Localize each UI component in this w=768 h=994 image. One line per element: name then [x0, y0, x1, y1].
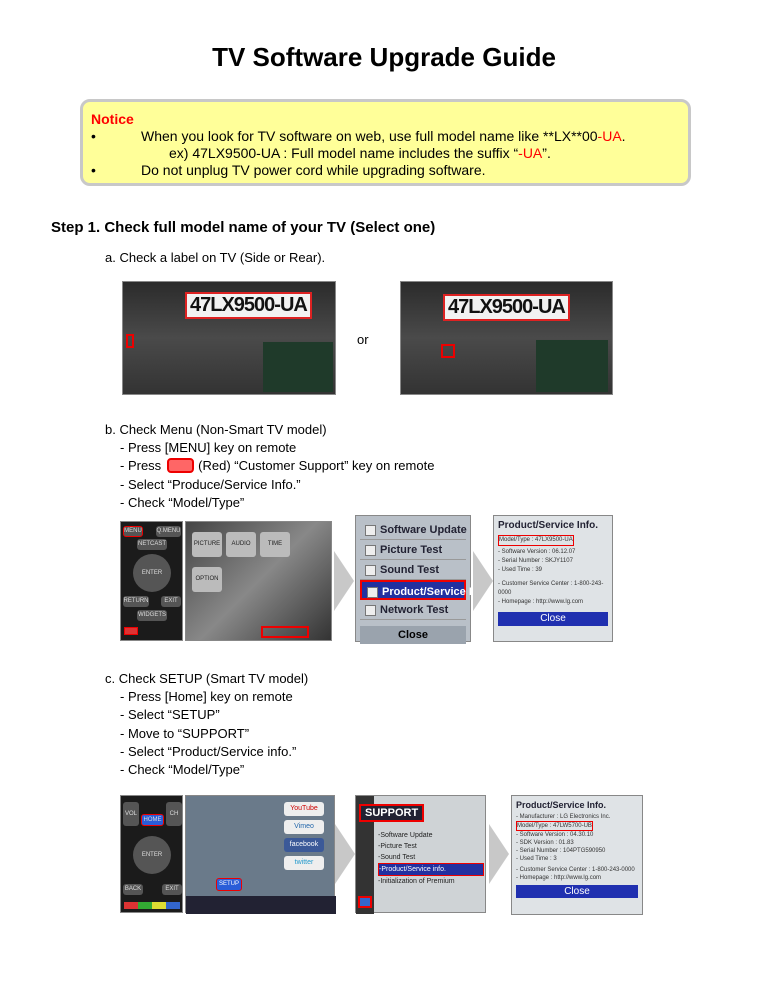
remote-key: NETCAST [137, 539, 167, 550]
remote-key: VOL [123, 802, 139, 826]
menu-item: Network Test [360, 600, 466, 620]
info-line: - Used Time : 39 [498, 567, 543, 573]
info-line: - Software Version : 06.12.07 [498, 549, 576, 555]
info-line: - Serial Number : SKJY1107 [498, 558, 573, 564]
info-line: - Manufacturer : LG Electronics Inc. [516, 814, 611, 820]
remote-key: RETURN [123, 596, 149, 607]
instruction: - Check “Model/Type” [120, 494, 245, 510]
step1-heading: Step 1. Check full model name of your TV (Select one) [51, 219, 436, 236]
red-key [124, 627, 138, 635]
support-icon [358, 896, 372, 908]
remote-photo [120, 521, 183, 641]
app-tile: facebook [284, 838, 324, 852]
notice-heading: Notice [91, 111, 134, 127]
support-item: -Software Update [378, 832, 433, 839]
notice-item [91, 128, 688, 145]
page-title: TV Software Upgrade Guide [212, 42, 556, 72]
model-type-highlight: Model/Type : 47LX9500-UA [498, 535, 574, 546]
notice-text: . [621, 128, 626, 144]
menu-item: Software Update [360, 520, 466, 540]
tv-label-photo-side [122, 281, 336, 395]
step-c-title: c. Check SETUP (Smart TV model) [105, 671, 309, 686]
info-line: - SDK Version : 01.83 [516, 840, 574, 846]
customer-support-highlight [261, 626, 309, 638]
support-item: -Sound Test [378, 854, 416, 861]
bullet: • [91, 162, 96, 178]
info-line: - Software Version : 04.30.10 [516, 832, 594, 838]
info-line: - Serial Number : 104PTG590950 [516, 848, 606, 854]
or-text: or [357, 332, 369, 347]
notice-text: ex) 47LX9500-UA : Full model name includes the suffix “ [169, 145, 519, 161]
support-title: SUPPORT [359, 804, 424, 822]
arrow-right-icon [473, 551, 493, 611]
home-key: HOME [141, 814, 164, 826]
support-item: -Initialization of Premium [378, 878, 455, 885]
instruction: - Move to “SUPPORT” [120, 725, 250, 741]
info-title: Product/Service Info. [516, 800, 607, 810]
instruction: - Select “Product/Service info.” [120, 743, 297, 759]
remote-key: CH [166, 802, 182, 826]
step-b-title: b. Check Menu (Non-Smart TV model) [105, 422, 327, 437]
label-highlight [126, 334, 134, 348]
tv-board [536, 340, 608, 392]
menu-item: Picture Test [360, 540, 466, 560]
remote-key: EXIT [161, 596, 181, 607]
tv-menu-photo [185, 521, 332, 641]
enter-key: ENTER [133, 554, 171, 592]
menu-key: MENU [123, 526, 143, 537]
instruction: - Press [MENU] key on remote [120, 440, 297, 455]
product-info-screen [493, 515, 613, 642]
model-label: 47LX9500-UA [443, 294, 570, 321]
notice-example [91, 145, 688, 162]
menu-tile: OPTION [192, 567, 222, 592]
support-menu-screen [355, 795, 486, 913]
menu-tile: PICTURE [192, 532, 222, 557]
info-line: - Customer Service Center : 1-800-243-0000 [498, 581, 604, 596]
notice-box [80, 99, 691, 186]
step-c-instructions [120, 688, 296, 779]
instruction [120, 457, 434, 475]
info-line: - Homepage : http://www.lg.com [516, 875, 602, 881]
close-button: Close [360, 626, 466, 644]
close-button: Close [516, 885, 638, 898]
remote-key: EXIT [162, 884, 182, 895]
menu-item: Sound Test [360, 560, 466, 580]
notice-text: Do not unplug TV power cord while upgrading software. [141, 162, 486, 178]
info-line: - Customer Service Center : 1-800-243-0000 [516, 867, 635, 873]
notice-item [91, 162, 688, 179]
setup-tile: SETUP [216, 878, 242, 891]
color-keys [124, 902, 180, 909]
notice-suffix: -UA [597, 128, 622, 144]
support-items [378, 830, 484, 887]
tv-board [263, 342, 333, 392]
model-label: 47LX9500-UA [185, 292, 312, 319]
product-info-screen [511, 795, 643, 915]
instruction: - Press [Home] key on remote [120, 689, 293, 704]
support-menu-screen [355, 515, 493, 642]
launcher-bar [186, 896, 336, 914]
step-a-title: a. Check a label on TV (Side or Rear). [105, 250, 326, 265]
enter-key: ENTER [133, 836, 171, 874]
app-tile: twitter [284, 856, 324, 870]
menu-tile: AUDIO [226, 532, 256, 557]
remote-key: Q.MENU [156, 526, 181, 537]
arrow-right-icon [335, 824, 355, 884]
info-title: Product/Service Info. [498, 520, 599, 531]
model-type-highlight: Model/Type : 47LW5700-UB [517, 823, 592, 829]
red-key-icon [167, 458, 194, 473]
menu-item-selected: Product/Service Info. [360, 580, 466, 600]
notice-text: When you look for TV software on web, use full model name like **LX**00 [141, 128, 598, 144]
notice-suffix: -UA [518, 145, 543, 161]
menu-tile: TIME [260, 532, 290, 557]
app-tile: Vimeo [284, 820, 324, 834]
instruction: - Check “Model/Type” [120, 762, 245, 778]
remote-key: WIDGETS [137, 610, 167, 621]
support-item: -Picture Test [378, 843, 417, 850]
smart-home-photo [185, 795, 335, 913]
arrow-right-icon [334, 551, 354, 611]
instruction-text: - Press [120, 458, 162, 474]
instruction-text: (Red) “Customer Support” key on remote [198, 458, 435, 474]
step-b-instructions [120, 439, 434, 512]
support-item-selected: -Product/Service info. [378, 863, 484, 876]
arrow-right-icon [489, 824, 509, 884]
instruction: - Select “Produce/Service Info.” [120, 476, 301, 492]
remote-key: BACK [123, 884, 143, 895]
notice-text: ”. [542, 145, 551, 161]
info-line: - Homepage : http://www.lg.com [498, 599, 584, 605]
label-highlight [441, 344, 455, 358]
bullet: • [91, 128, 96, 144]
info-line: - Used Time : 3 [516, 856, 557, 862]
close-button: Close [498, 612, 608, 626]
tv-label-photo-rear [400, 281, 613, 395]
instruction: - Select “SETUP” [120, 707, 220, 723]
app-tile: YouTube [284, 802, 324, 816]
smart-remote-photo [120, 795, 183, 913]
